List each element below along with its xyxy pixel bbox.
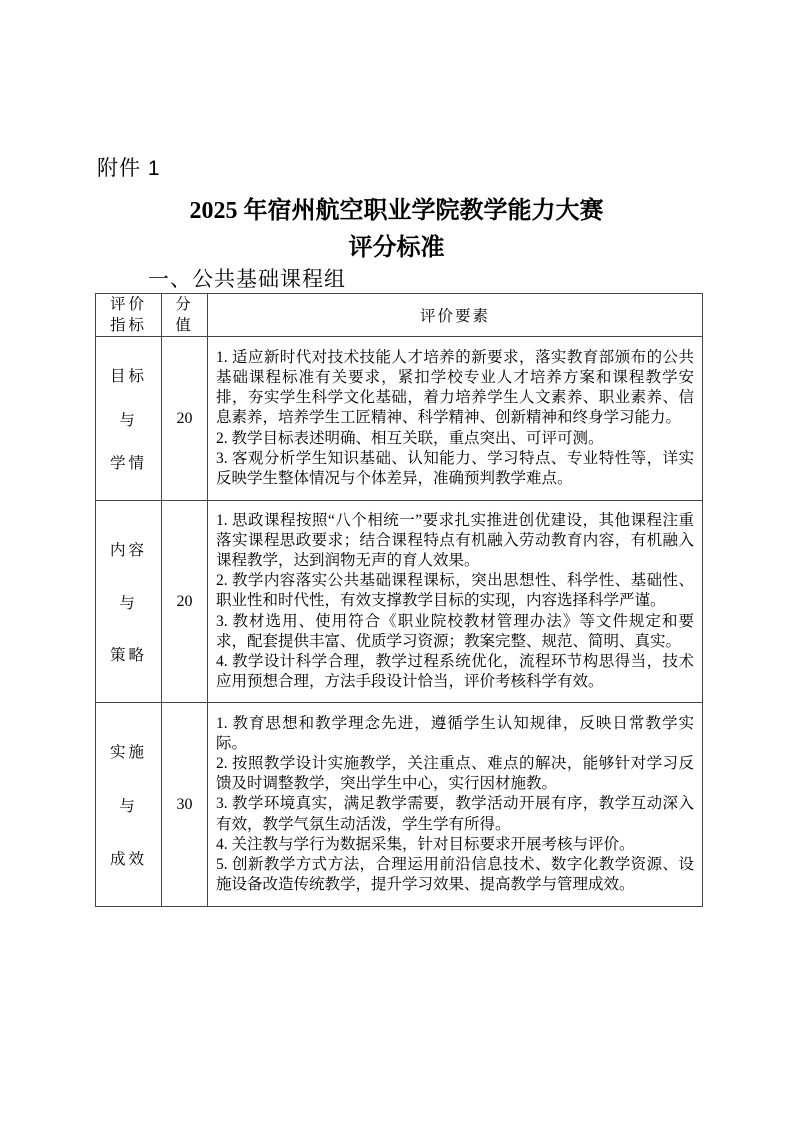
header-score-value xyxy=(162,294,208,337)
attachment-label: 附件 1 xyxy=(97,157,161,180)
header-evaluation-elements: 评价要素 xyxy=(208,294,702,337)
row-content-indicator xyxy=(96,501,162,703)
section-heading: 一、公共基础课程组 xyxy=(148,268,346,291)
indicator-text: 实施 xyxy=(109,744,147,762)
header-score-line1: 分 xyxy=(175,296,194,313)
indicator-text: 与 xyxy=(119,797,138,815)
element-item: 3. 教学环境真实，满足教学需要，教学活动开展有序，教学互动深入有效，教学气氛生动活泼，学生学有所得。 xyxy=(216,795,694,833)
indicator-text: 策略 xyxy=(109,647,147,665)
row-goal-score: 20 xyxy=(162,337,208,501)
element-item: 5. 创新教学方式方法，合理运用前沿信息技术、数字化教学资源、设施设备改造传统教学，提升学习效果、提高教学与管理成效。 xyxy=(216,856,694,894)
header-evaluation-indicator xyxy=(96,294,162,337)
row-goal-elements xyxy=(208,337,702,501)
row-implementation-indicator xyxy=(96,703,162,906)
document-title xyxy=(0,193,793,267)
element-item: 3. 客观分析学生知识基础、认知能力、学习特点、专业特性等，详实反映学生整体情况与个体差异，准确预判教学难点。 xyxy=(216,449,694,487)
element-item: 2. 按照教学设计实施教学，关注重点、难点的解决，能够针对学习反馈及时调整教学，突出学生中心，实行因材施教。 xyxy=(216,754,694,793)
element-item: 2. 教学内容落实公共基础课程课标，突出思想性、科学性、基础性、职业性和时代性，有效支撑教学目标的实现，内容选择科学严谨。 xyxy=(216,572,694,610)
document-title-line1: 2025 年宿州航空职业学院教学能力大赛 xyxy=(189,198,604,224)
header-indicator-line1: 评价 xyxy=(109,296,147,313)
element-item: 4. 教学设计科学合理，教学过程系统优化，流程环节构思得当，技术应用预想合理，方法手段设计恰当，评价考核科学有效。 xyxy=(216,653,694,691)
indicator-text: 成效 xyxy=(109,850,147,868)
header-indicator-line2: 指标 xyxy=(109,317,147,334)
row-content-score: 20 xyxy=(162,501,208,703)
element-item: 1. 思政课程按照“八个相统一”要求扎实推进创优建设，其他课程注重落实课程思政要求；结合课程特点有机融入劳动教育内容，有机融入课程教学，达到润物无声的育人效果。 xyxy=(216,511,694,569)
indicator-text: 内容 xyxy=(109,541,147,559)
row-content-elements xyxy=(208,501,702,703)
indicator-text: 学情 xyxy=(109,454,147,472)
element-item: 3. 教材选用、使用符合《职业院校教材管理办法》等文件规定和要求，配套提供丰富、优质学习资源；教案完整、规范、简明、真实。 xyxy=(216,612,694,650)
row-goal-indicator xyxy=(96,337,162,501)
scoring-table xyxy=(95,293,703,907)
document-title-line2: 评分标准 xyxy=(348,235,445,261)
element-item: 1. 教育思想和教学理念先进，遵循学生认知规律，反映日常教学实际。 xyxy=(216,714,694,752)
row-implementation-score: 30 xyxy=(162,703,208,906)
indicator-text: 与 xyxy=(119,411,138,429)
indicator-text: 与 xyxy=(119,594,138,612)
indicator-text: 目标 xyxy=(109,368,147,386)
element-item: 1. 适应新时代对技术技能人才培养的新要求，落实教育部颁布的公共基础课程标准有关要求，紧扣学校专业人才培养方案和课程教学安排，夯实学生科学文化基础，着力培养学生人文素养、职业素养、信息素养，培养学生工匠精神、科学精神、创新精神和终身学习能力。 xyxy=(216,348,694,427)
row-implementation-elements xyxy=(208,703,702,906)
element-item: 2. 教学目标表述明确、相互关联，重点突出、可评可测。 xyxy=(216,429,604,447)
element-item: 4. 关注教与学行为数据采集，针对目标要求开展考核与评价。 xyxy=(216,835,635,853)
header-score-line2: 值 xyxy=(175,317,194,334)
